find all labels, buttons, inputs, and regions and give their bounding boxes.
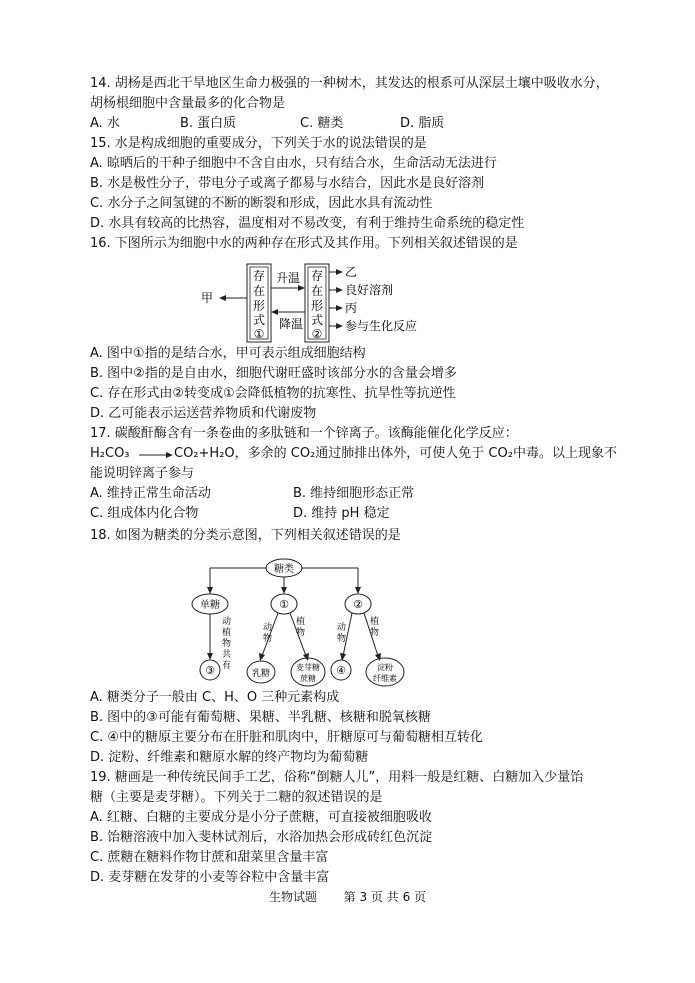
q14-option-c: C. 糖类	[300, 116, 344, 131]
q15-option-a: A. 晾晒后的干种子细胞中不含自由水，只有结合水，生命活动无法进行	[90, 156, 497, 171]
q16-stem: 16. 下图所示为细胞中水的两种存在形式及其作用。下列相关叙述错误的是	[90, 236, 518, 251]
node-2-label: ②	[353, 598, 363, 611]
form1-char-3: 形	[252, 299, 266, 313]
q16-option-c: C. 存在形式由②转变成①会降低植物的抗寒性、抗旱性等抗逆性	[90, 386, 456, 401]
n1-animal-char-2: 物	[263, 634, 273, 644]
node-3-label: ③	[205, 664, 215, 677]
shared-char-3: 物	[222, 639, 232, 649]
n2-plant-char-2: 物	[370, 628, 380, 638]
q17-option-a: A. 维持正常生命活动	[90, 486, 211, 501]
starch-label: 淀粉	[377, 663, 393, 672]
n1-plant-char-2: 物	[296, 628, 306, 638]
form2-char-4: 式	[310, 313, 324, 327]
sugar-classification-diagram	[0, 552, 695, 692]
form2-char-5: ②	[311, 327, 323, 341]
q15-stem: 15. 水是构成细胞的重要成分，下列关于水的说法错误的是	[90, 136, 427, 151]
form2-char-1: 存	[310, 269, 324, 283]
n1-plant-char-1: 植	[296, 617, 306, 627]
q14-option-b: B. 蛋白质	[180, 116, 237, 131]
q19-option-c: C. 蔗糖在糖料作物甘蔗和甜菜里含量丰富	[90, 850, 329, 865]
q18-option-c: C. ④中的糖原主要分布在肝脏和肌肉中，肝糖原可与葡萄糖相互转化	[90, 730, 483, 745]
reaction-arrow	[138, 448, 174, 462]
form1-char-4: 式	[252, 313, 266, 327]
shared-char-4: 共	[222, 650, 232, 660]
form1-char-1: 存	[252, 269, 266, 283]
node-4-label: ④	[336, 664, 346, 677]
q18-option-d: D. 淀粉、纤维素和糖原水解的终产物均为葡萄糖	[90, 750, 369, 765]
q19-option-b: B. 饴糖溶液中加入斐林试剂后，水浴加热会形成砖红色沉淀	[90, 830, 433, 845]
label-good-solvent: 良好溶剂	[345, 283, 394, 297]
q18-stem: 18. 如图为糖类的分类示意图，下列相关叙述错误的是	[90, 528, 401, 543]
shared-char-5: 有	[222, 661, 232, 671]
water-forms-diagram	[0, 258, 695, 348]
form1-char-2: 在	[252, 284, 266, 298]
q17-eq-left: H₂CO₃	[90, 446, 130, 461]
q16-option-b: B. 图中②指的是自由水，细胞代谢旺盛时该部分水的含量会增多	[90, 366, 457, 381]
form1-char-5: ①	[253, 327, 265, 341]
q18-option-a: A. 糖类分子一般由 C、H、O 三种元素构成	[90, 690, 340, 705]
q17-option-d: D. 维持 pH 稳定	[293, 506, 390, 521]
q14-stem-line1: 14. 胡杨是西北干旱地区生命力极强的一种树木，其发达的根系可从深层土壤中吸收水分，	[90, 76, 609, 91]
n2-animal-char-1: 动	[337, 623, 347, 633]
q14-option-a: A. 水	[90, 116, 120, 131]
form2-char-2: 在	[310, 284, 324, 298]
node-1-label: ①	[279, 598, 289, 611]
q17-option-b: B. 维持细胞形态正常	[293, 486, 415, 501]
q19-stem-line1: 19. 糖画是一种传统民间手工艺，俗称“倒糖人儿”，用料一般是红糖、白糖加入少量饴	[90, 770, 584, 785]
sucrose-label: 蔗糖	[300, 674, 316, 683]
q14-option-d: D. 脂质	[400, 116, 445, 131]
label-bing: 丙	[345, 301, 358, 315]
q15-option-d: D. 水具有较高的比热容，温度相对不易改变，有利于维持生命系统的稳定性	[90, 216, 525, 231]
page-footer: 生物试题 第 3 页 共 6 页	[268, 890, 427, 904]
q19-option-a: A. 红糖、白糖的主要成分是小分子蔗糖，可直接被细胞吸收	[90, 810, 432, 825]
cool-label: 降温	[278, 317, 304, 331]
lactose-label: 乳糖	[251, 669, 271, 679]
label-jia: 甲	[200, 291, 213, 305]
q16-option-d: D. 乙可能表示运送营养物质和代谢废物	[90, 406, 317, 421]
q17-stem-line3: 能说明锌离子参与	[90, 466, 195, 481]
q17-eq-right: CO₂+H₂O，多余的 CO₂通过肺排出体外，可使人免于 CO₂中毒。以上现象不	[174, 446, 617, 461]
n2-animal-char-2: 物	[337, 634, 347, 644]
q19-stem-line2: 糖（主要是麦芽糖）。下列关于二糖的叙述错误的是	[90, 790, 383, 805]
shared-char-2: 植	[222, 628, 232, 638]
sugar-root-label: 糖类	[274, 564, 294, 575]
monosaccharide-label: 单糖	[200, 600, 220, 611]
q15-option-c: C. 水分子之间氢键的不断的断裂和形成，因此水具有流动性	[90, 196, 433, 211]
heat-label: 升温	[275, 271, 301, 285]
n1-animal-char-1: 动	[263, 623, 273, 633]
q16-option-a: A. 图中①指的是结合水，甲可表示组成细胞结构	[90, 346, 366, 361]
q17-stem-line1: 17. 碳酸酐酶含有一条卷曲的多肽链和一个锌离子。该酶能催化化学反应：	[90, 426, 518, 441]
label-yi: 乙	[345, 265, 358, 279]
q14-stem-line2: 胡杨根细胞中含量最多的化合物是	[90, 96, 286, 111]
label-biochem: 参与生化反应	[345, 319, 418, 333]
shared-char-1: 动	[222, 617, 232, 627]
q17-option-c: C. 组成体内化合物	[90, 506, 199, 521]
q18-option-b: B. 图中的③可能有葡萄糖、果糖、半乳糖、核糖和脱氧核糖	[90, 710, 431, 725]
q19-option-d: D. 麦芽糖在发芽的小麦等谷粒中含量丰富	[90, 870, 330, 885]
q15-option-b: B. 水是极性分子，带电分子或离子都易与水结合，因此水是良好溶剂	[90, 176, 485, 191]
n2-plant-char-1: 植	[370, 617, 380, 627]
cellulose-label: 纤维素	[373, 674, 397, 683]
form2-char-3: 形	[310, 299, 324, 313]
maltose-label: 麦芽糖	[296, 663, 320, 672]
